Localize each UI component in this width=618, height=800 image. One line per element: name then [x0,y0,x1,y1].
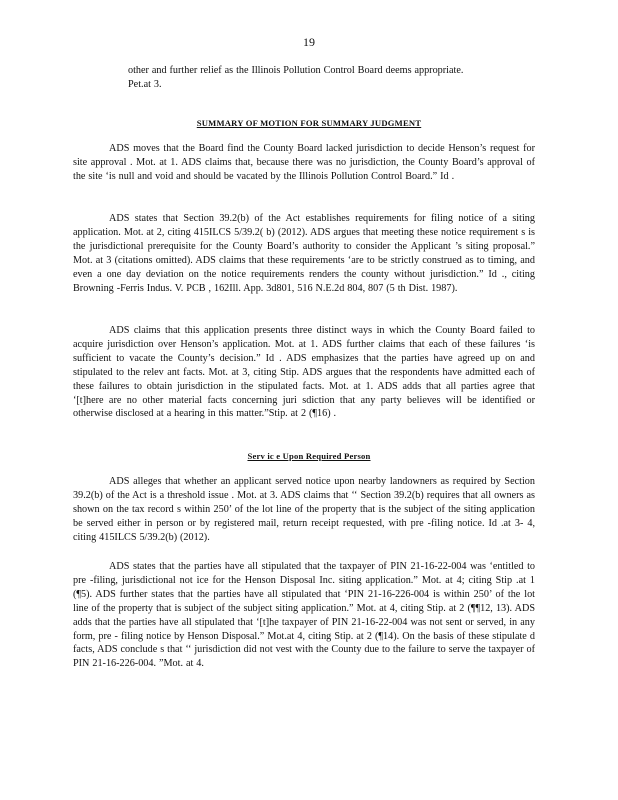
section-heading-service-text: Serv ic e Upon Required Person [247,451,371,461]
body-paragraph: ADS states that Section 39.2(b) of the Act establishes requirements for filing notice of a siting application. Mot. at 2, citing 415ILCS 5/39.2( b) (2012). ADS argues that meeting these notice requirement s is the jurisdictional prerequisite for the County Board’s authority to consider the Applicant ’s siting proposal.” Mot. at 3 (citations omitted). ADS claims that these requirements ‘are to be strictly construed as to timing, and even a one day deviation on the notice requirements renders the county without jurisdiction.” Id ., citing Browning -Ferris Indus. V. PCB , 162Ill. App. 3d801, 516 N.E.2d 804, 807 (5 th Dist. 1987). [73,213,535,294]
intro-paragraph: other and further relief as the Illinois Pollution Control Board deems appropriate. Pet.at 3. [128,65,464,90]
body-paragraph: ADS alleges that whether an applicant served notice upon nearby landowners as required by Section 39.2(b) of the Act is a threshold issue . Mot. at 3. ADS claims that ‘‘ Section 39.2(b) requires that all owners as shown on the tax record s within 250’ of the lot line of the property that is the subject of the siting application be served either in person or by registered mail, return receipt requested, with pre -filing notice. Id .at 3- 4, citing 415ILCS 5/39.2(b) (2012). [73,476,535,543]
page-number: 19 [303,35,315,49]
section-heading-summary-text: SUMMARY OF MOTION FOR SUMMARY JUDGMENT [196,118,422,128]
body-paragraph: ADS moves that the Board find the County Board lacked jurisdiction to decide Henson’s request for site approval . Mot. at 1. ADS claims that, because there was no jurisdiction, the County Board’s approval of the site ‘is null and void and should be vacated by the Illinois Pollution Control Board.” Id . [73,143,535,182]
section-heading-summary [0,118,618,128]
section-heading-service [0,451,618,461]
body-paragraph: ADS claims that this application presents three distinct ways in which the County Board failed to acquire jurisdiction over Henson’s application. Mot. at 1. ADS further claims that each of these failures ‘is sufficient to vacate the County’s decision.” Id . ADS emphasizes that the parties have agreed up on and stipulated to the relev ant facts. Mot. at 3, citing Stip. ADS argues that the respondents have admitted each of these failures to obtain jurisdiction in the stipulated facts. Mot. at 1. ADS adds that all parties agree that ‘[t]here are no other material facts concerning juri sdiction that any party believes will be identified or otherwise disclosed at a hearing in this matter.”Stip. at 2 (¶16) . [73,325,535,420]
body-paragraph: ADS states that the parties have all stipulated that the taxpayer of PIN 21-16-22-004 was ‘entitled to pre -filing, jurisdictional not ice for the Henson Disposal Inc. siting application.” Mot. at 4; citing Stip .at 1 (¶5). ADS further states that the parties have all stipulated that ‘PIN 21-16-226-004 is within 250’ of the lot line of the property that is subject of the subject siting application.” Mot. at 4, citing Stip. at 2 (¶¶12, 13). ADS adds that the parties have all stipulated that ‘[t]he taxpayer of PIN 21-16-22-004 was not sent or served, in any form, pre - filing notice by Henson Disposal.” Mot.at 4, citing Stip. at 2 (¶14). On the basis of these stipulate d facts, ADS conclude s that ‘‘ jurisdiction did not vest with the County due to the failure to serve the taxpayer of PIN 21-16-226-004. ”Mot. at 4. [73,561,536,670]
